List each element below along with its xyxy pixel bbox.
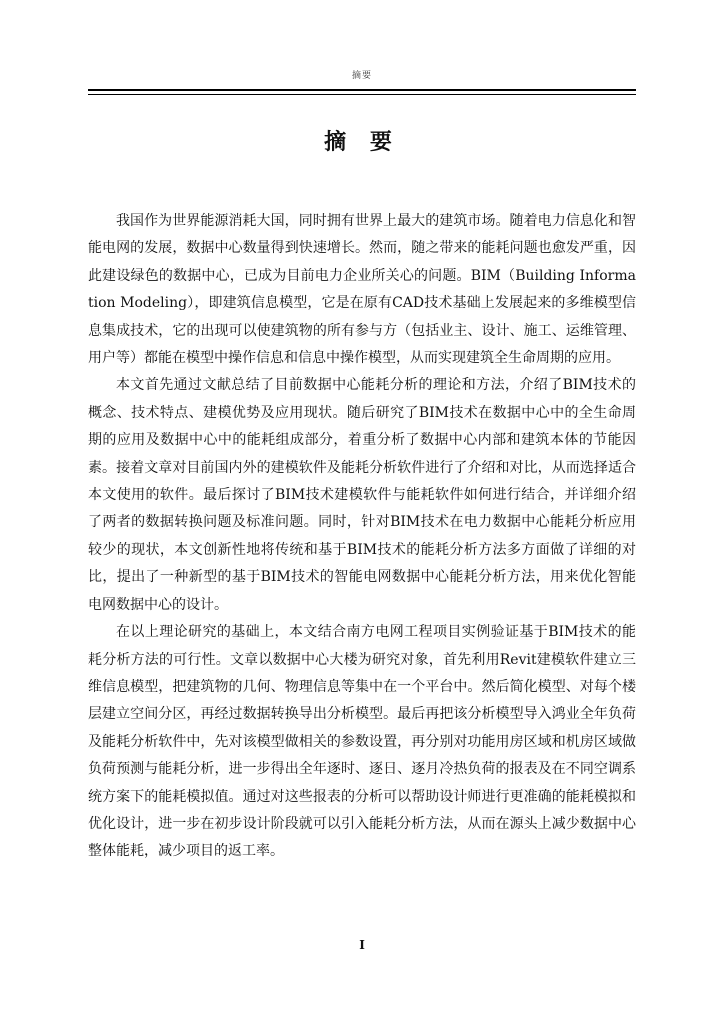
abstract-paragraph-1: 我国作为世界能源消耗大国，同时拥有世界上最大的建筑市场。随着电力信息化和智能电网的发展，数据中心数量得到快速增长。然而，随之带来的能耗问题也愈发严重，因此建设绿色的数据中心，已成为目前电力企业所关心的问题。BIM（Building Information Modeling），即建筑信息模型，它是在原有CAD技术基础上发展起来的多维模型信息集成技术，它的出现可以使建筑物的所有参与方（包括业主、设计、施工、运维管理、用户等）都能在模型中操作信息和信息中操作模型，从而实现建筑全生命周期的应用。 <box>88 213 636 367</box>
page-title: 摘 要 <box>324 130 400 155</box>
abstract-paragraph-3: 在以上理论研究的基础上，本文结合南方电网工程项目实例验证基于BIM技术的能耗分析方法的可行性。文章以数据中心大楼为研究对象，首先利用Revit建模软件建立三维信息模型，把建筑物的几何、物理信息等集中在一个平台中。然后简化模型、对每个楼层建立空间分区，再经过数据转换导出分析模型。最后再把该分析模型导入鸿业全年负荷及能耗分析软件中，先对该模型做相关的参数设置，再分别对功能用房区域和机房区域做负荷预测与能耗分析，进一步得出全年逐时、逐日、逐月冷热负荷的报表及在不同空调系统方案下的能耗模拟值。通过对这些报表的分析可以帮助设计师进行更准确的能耗模拟和优化设计，进一步在初步设计阶段就可以引入能耗分析方法，从而在源头上减少数据中心整体能耗，减少项目的返工率。 <box>88 624 636 860</box>
header-rule-thin <box>88 94 636 95</box>
running-header: 摘要 <box>351 71 372 81</box>
page-number: I <box>359 938 365 952</box>
abstract-body <box>88 208 636 866</box>
abstract-paragraph-2: 本文首先通过文献总结了目前数据中心能耗分析的理论和方法，介绍了BIM技术的概念、技术特点、建模优势及应用现状。随后研究了BIM技术在数据中心中的全生命周期的应用及数据中心中的能耗组成部分，着重分析了数据中心内部和建筑本体的节能因素。接着文章对目前国内外的建模软件及能耗分析软件进行了介绍和对比，从而选择适合本文使用的软件。最后探讨了BIM技术建模软件与能耗软件如何进行结合，并详细介绍了两者的数据转换问题及标准问题。同时，针对BIM技术在电力数据中心能耗分析应用较少的现状，本文创新性地将传统和基于BIM技术的能耗分析方法多方面做了详细的对比，提出了一种新型的基于BIM技术的智能电网数据中心能耗分析方法，用来优化智能电网数据中心的设计。 <box>88 377 636 613</box>
header-rule-thick <box>88 89 636 91</box>
